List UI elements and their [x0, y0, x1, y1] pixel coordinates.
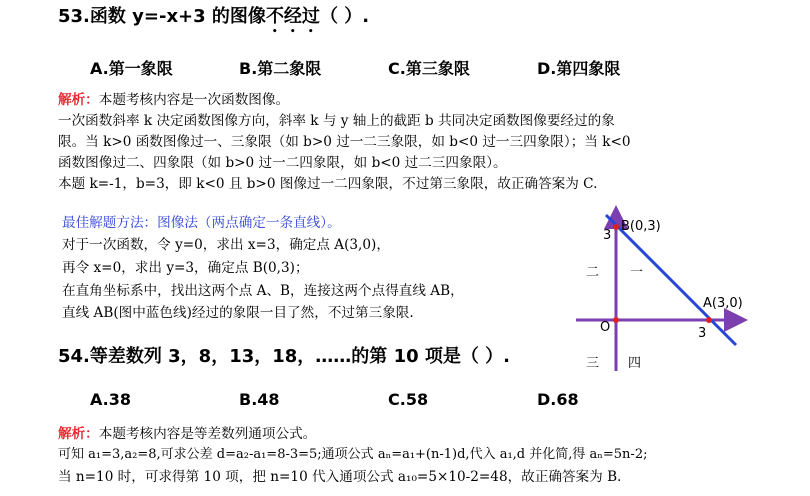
point-b	[613, 224, 619, 230]
q53-option-a: A.第一象限	[90, 59, 173, 78]
line-ab	[606, 215, 736, 345]
analysis-53-tag: 解析：	[58, 92, 99, 108]
question-53	[58, 2, 369, 37]
analysis-54-first-line	[58, 425, 316, 443]
coordinate-graph	[570, 205, 760, 375]
question-53-suffix: （ ）.	[319, 6, 370, 27]
analysis-54-line: 当 n=10 时，可求得第 10 项，把 n=10 代入通项公式 a₁₀=5×10-2=48，故正确答案为 B.	[58, 469, 622, 485]
q54-option-c: C.58	[388, 390, 429, 409]
graph-quadrant-1: 一	[630, 265, 644, 280]
q53-option-b: B.第二象限	[239, 59, 322, 78]
method-title: 最佳解题方法：图像法（两点确定一条直线）。	[62, 215, 341, 231]
graph-quadrant-2: 二	[586, 265, 600, 280]
graph-quadrant-3: 三	[586, 356, 600, 371]
analysis-53-first-line	[58, 91, 289, 109]
graph-tick-y: 3	[603, 228, 612, 243]
analysis-53-intro: 本题考核内容是一次函数图像。	[98, 92, 290, 108]
analysis-53-line: 函数图像过二、四象限（如 b>0 过一二四象限，如 b<0 过二三四象限）。	[58, 155, 507, 171]
method-line: 对于一次函数，令 y=0，求出 x=3，确定点 A(3,0)，	[62, 237, 390, 253]
graph-label-a: A(3,0)	[703, 296, 743, 311]
graph-tick-x: 3	[698, 326, 707, 341]
graph-label-o: O	[600, 320, 611, 335]
point-o	[613, 317, 619, 323]
question-53-prefix: 53.函数 y=-x+3 的图像	[58, 6, 266, 27]
question-54: 54.等差数列 3，8，13，18，……的第 10 项是（ ）.	[58, 346, 510, 367]
point-a	[706, 317, 712, 323]
q54-option-b: B.48	[239, 390, 280, 409]
method-line: 再令 x=0，求出 y=3，确定点 B(0,3)；	[62, 260, 309, 276]
q54-option-a: A.38	[90, 390, 132, 409]
method-line: 在直角坐标系中，找出这两个点 A、B，连接这两个点得直线 AB，	[62, 283, 464, 299]
q53-option-d: D.第四象限	[537, 59, 621, 78]
analysis-53-line: 本题 k=-1，b=3，即 k<0 且 b>0 图像过一二四象限，不过第三象限，故正确答案为 C.	[58, 176, 598, 192]
q53-option-c: C.第三象限	[388, 59, 470, 78]
analysis-54-line: 可知 a₁=3,a₂=8,可求公差 d=a₂-a₁=8-3=5;通项公式 aₙ=a₁+(n-1)d,代入 a₁,d 并化简,得 aₙ=5n-2;	[58, 447, 648, 462]
question-53-emphasis: 不经过	[265, 6, 320, 27]
graph-quadrant-4: 四	[628, 356, 642, 371]
analysis-53-line: 一次函数斜率 k 决定函数图像方向，斜率 k 与 y 轴上的截距 b 共同决定函数图像要经过的象	[58, 113, 615, 129]
q54-option-d: D.68	[537, 390, 579, 409]
analysis-54-intro: 本题考核内容是等差数列通项公式。	[98, 426, 317, 442]
graph-label-b: B(0,3)	[621, 219, 661, 234]
method-line: 直线 AB(图中蓝色线)经过的象限一目了然，不过第三象限.	[62, 305, 414, 321]
analysis-53-line: 限。当 k>0 函数图像过一、三象限（如 b>0 过一二三象限，如 b<0 过一三四象限）；当 k<0	[58, 134, 631, 150]
analysis-54-tag: 解析：	[58, 426, 99, 442]
